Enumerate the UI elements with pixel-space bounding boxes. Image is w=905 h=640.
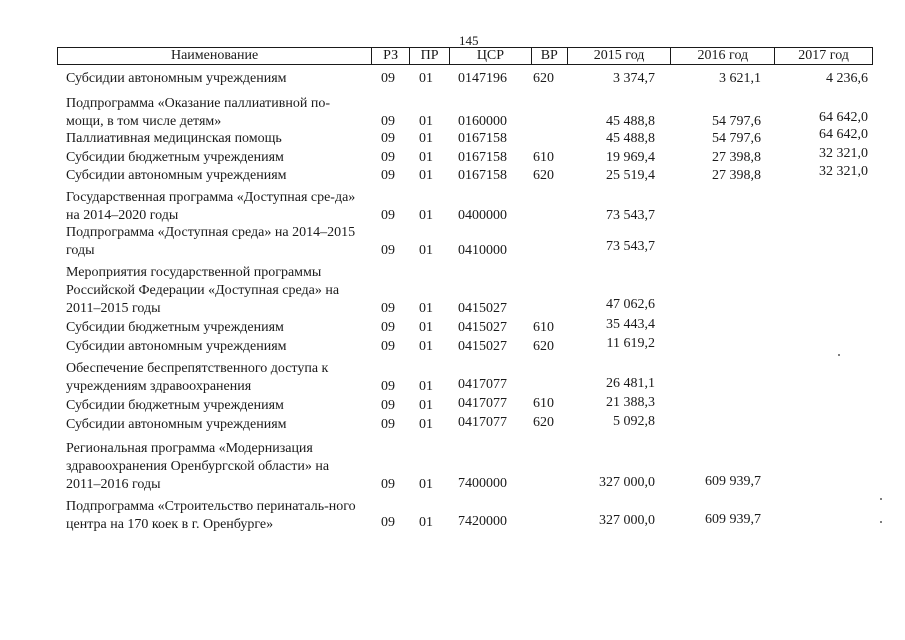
- header-name: Наименование: [170, 48, 259, 63]
- row-csr: 0415027: [458, 320, 507, 335]
- header-vr: ВР: [531, 48, 567, 64]
- row-name: Подпрограмма «Оказание паллиативной по-мощи, в том числе детям»: [66, 96, 330, 129]
- row-2015: 19 969,4: [606, 150, 655, 165]
- row-vr: 620: [533, 71, 554, 86]
- row-name: Мероприятия государственной программы Российской Федерации «Доступная среда» на 2011–2015 годы: [66, 265, 340, 316]
- row-vr: 610: [533, 396, 554, 411]
- header-2016: 2016 год: [670, 48, 774, 64]
- row-csr: 0167158: [458, 168, 507, 183]
- row-csr: 0415027: [458, 339, 507, 354]
- row-rz: 09: [381, 320, 395, 335]
- row-csr: 0147196: [458, 71, 507, 86]
- row-pr: 01: [419, 379, 433, 394]
- row-2016: 27 398,8: [712, 150, 761, 165]
- row-rz: 09: [381, 71, 395, 86]
- header-2015: 2015 год: [567, 48, 671, 64]
- row-2016: 54 797,6: [712, 114, 761, 129]
- row-rz: 09: [381, 208, 395, 223]
- row-rz: 09: [381, 301, 395, 316]
- speck: [880, 521, 882, 523]
- row-2015: 45 488,8: [606, 114, 655, 129]
- row-pr: 01: [419, 301, 433, 316]
- row-2015: 45 488,8: [606, 131, 655, 146]
- row-vr: 620: [533, 339, 554, 354]
- row-2015: 3 374,7: [613, 71, 655, 86]
- row-2015: 35 443,4: [606, 317, 655, 332]
- table-row: [0, 224, 905, 260]
- row-2016: 609 939,7: [705, 474, 761, 489]
- row-csr: 0167158: [458, 131, 507, 146]
- row-name: Субсидии бюджетным учреждениям: [66, 398, 284, 413]
- row-name: Субсидии автономным учреждениям: [66, 417, 287, 432]
- row-pr: 01: [419, 114, 433, 129]
- row-rz: 09: [381, 515, 395, 530]
- row-2015: 11 619,2: [606, 336, 655, 351]
- table-row: [0, 360, 905, 396]
- row-2015: 21 388,3: [606, 395, 655, 410]
- row-2017: 32 321,0: [819, 164, 868, 179]
- speck: [880, 498, 882, 500]
- row-csr: 0167158: [458, 150, 507, 165]
- row-name: Субсидии автономным учреждениям: [66, 71, 287, 86]
- header-2017: 2017 год: [774, 48, 872, 64]
- row-name: Региональная программа «Модернизация здравоохранения Оренбургской области» на 2011–2016 годы: [66, 441, 330, 492]
- row-pr: 01: [419, 320, 433, 335]
- table-row: [0, 498, 905, 534]
- row-2015: 26 481,1: [606, 376, 655, 391]
- page-number: 145: [459, 33, 479, 48]
- row-name: Подпрограмма «Доступная среда» на 2014–2015 годы: [66, 225, 356, 258]
- row-pr: 01: [419, 398, 433, 413]
- row-name: Субсидии автономным учреждениям: [66, 339, 287, 354]
- row-csr: 7420000: [458, 514, 507, 529]
- row-pr: 01: [419, 71, 433, 86]
- row-csr: 7400000: [458, 476, 507, 491]
- row-rz: 09: [381, 339, 395, 354]
- row-vr: 620: [533, 168, 554, 183]
- row-2017: 4 236,6: [826, 71, 868, 86]
- row-2015: 5 092,8: [613, 414, 655, 429]
- table-row: [0, 264, 905, 318]
- row-name: Субсидии бюджетным учреждениям: [66, 320, 284, 335]
- row-name: Паллиативная медицинская помощь: [66, 131, 282, 146]
- table-row: [0, 95, 905, 131]
- row-rz: 09: [381, 114, 395, 129]
- row-2017: 64 642,0: [819, 110, 868, 125]
- row-pr: 01: [419, 243, 433, 258]
- row-rz: 09: [381, 168, 395, 183]
- row-rz: 09: [381, 150, 395, 165]
- row-vr: 620: [533, 415, 554, 430]
- row-name: Государственная программа «Доступная сре-да» на 2014–2020 годы: [66, 190, 356, 223]
- row-rz: 09: [381, 398, 395, 413]
- row-rz: 09: [381, 379, 395, 394]
- row-csr: 0400000: [458, 208, 507, 223]
- row-pr: 01: [419, 131, 433, 146]
- row-2016: 27 398,8: [712, 168, 761, 183]
- row-pr: 01: [419, 150, 433, 165]
- row-2017: 32 321,0: [819, 146, 868, 161]
- row-2015: 327 000,0: [599, 475, 655, 490]
- row-name: Субсидии автономным учреждениям: [66, 168, 287, 183]
- row-2015: 47 062,6: [606, 297, 655, 312]
- row-csr: 0417077: [458, 377, 507, 392]
- row-pr: 01: [419, 168, 433, 183]
- row-pr: 01: [419, 339, 433, 354]
- row-rz: 09: [381, 417, 395, 432]
- row-csr: 0417077: [458, 396, 507, 411]
- header-rz: РЗ: [371, 48, 409, 64]
- row-2015: 73 543,7: [606, 239, 655, 254]
- row-name: Субсидии бюджетным учреждениям: [66, 150, 284, 165]
- row-vr: 610: [533, 320, 554, 335]
- row-vr: 610: [533, 150, 554, 165]
- row-2015: 25 519,4: [606, 168, 655, 183]
- row-csr: 0417077: [458, 415, 507, 430]
- table-row: [0, 189, 905, 225]
- row-rz: 09: [381, 477, 395, 492]
- row-name: Подпрограмма «Строительство перинаталь-ного центра на 170 коек в г. Оренбурге»: [66, 499, 356, 532]
- header-csr: ЦСР: [449, 48, 531, 64]
- row-pr: 01: [419, 208, 433, 223]
- row-2016: 3 621,1: [719, 71, 761, 86]
- row-2015: 73 543,7: [606, 208, 655, 223]
- row-rz: 09: [381, 131, 395, 146]
- row-name: Обеспечение беспрепятственного доступа к учреждениям здравоохранения: [66, 361, 329, 394]
- row-2015: 327 000,0: [599, 513, 655, 528]
- row-csr: 0415027: [458, 301, 507, 316]
- table-row: [0, 440, 905, 494]
- row-pr: 01: [419, 477, 433, 492]
- row-csr: 0160000: [458, 114, 507, 129]
- row-2017: 64 642,0: [819, 127, 868, 142]
- row-pr: 01: [419, 515, 433, 530]
- speck: [838, 354, 840, 356]
- row-csr: 0410000: [458, 243, 507, 258]
- row-2016: 609 939,7: [705, 512, 761, 527]
- row-rz: 09: [381, 243, 395, 258]
- row-2016: 54 797,6: [712, 131, 761, 146]
- header-pr: ПР: [409, 48, 449, 64]
- row-pr: 01: [419, 417, 433, 432]
